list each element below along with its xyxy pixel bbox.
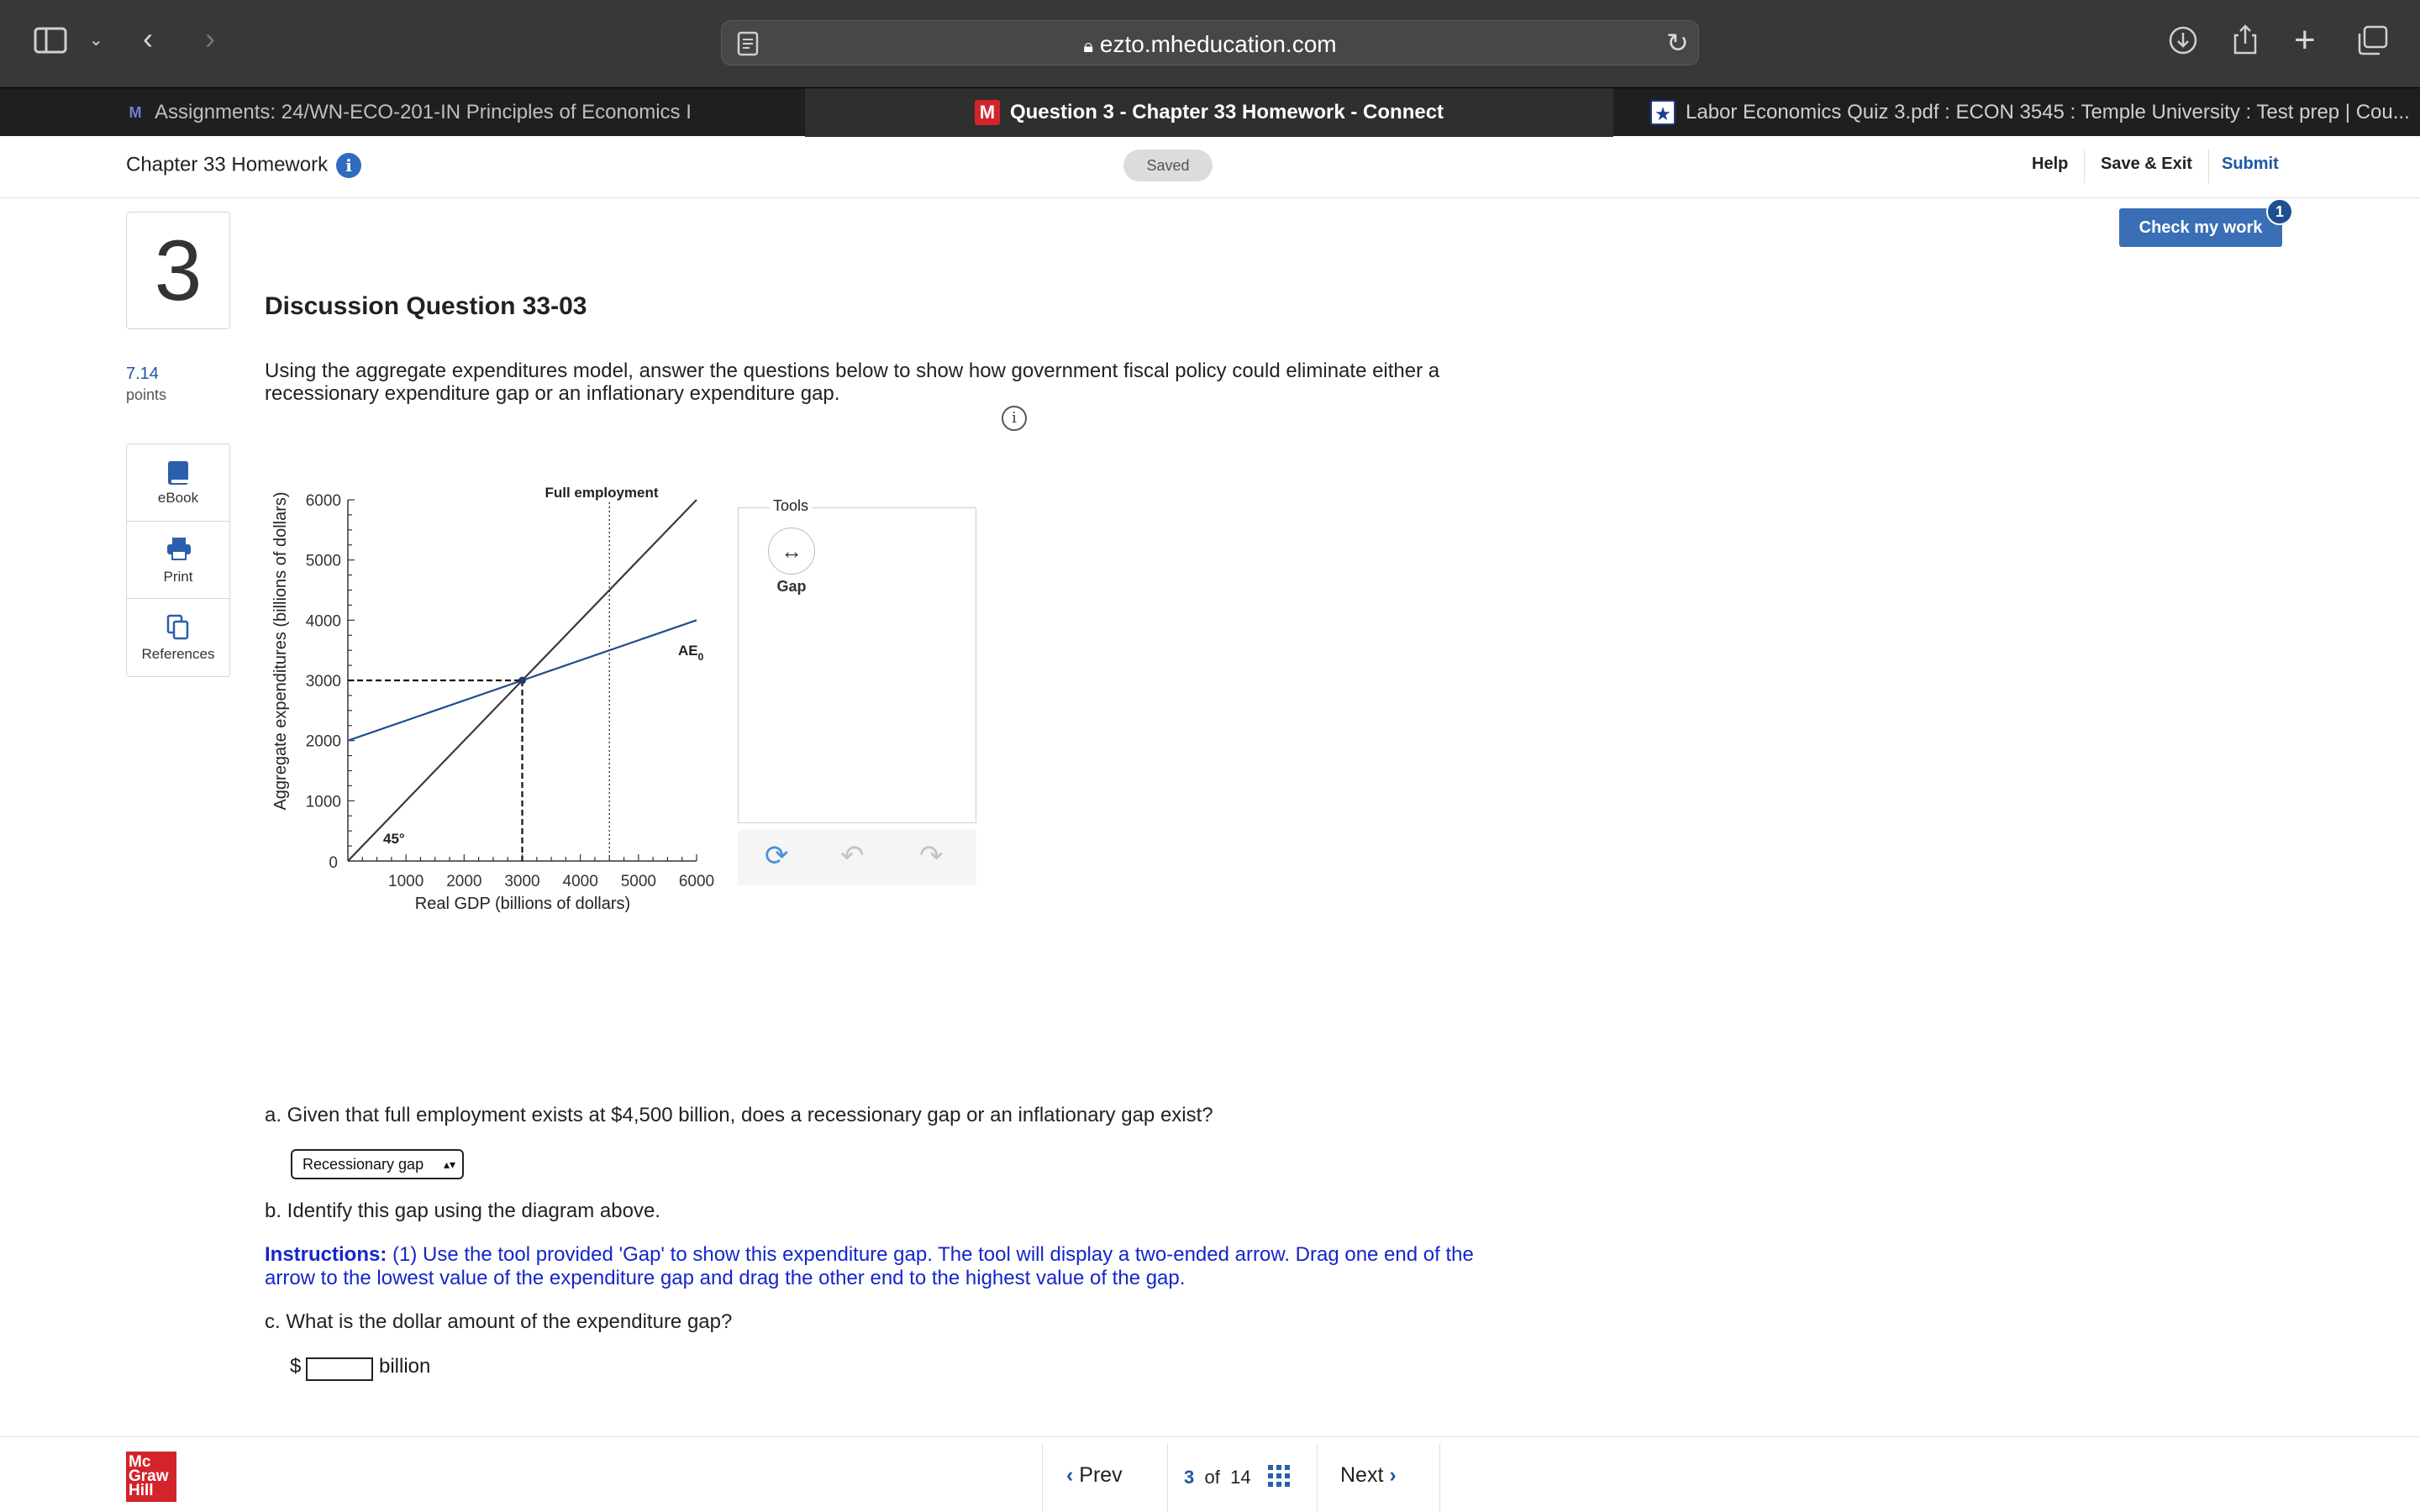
star-icon: ★ xyxy=(1650,100,1676,125)
ebook-button[interactable]: eBook xyxy=(127,444,229,522)
select-arrows-icon: ▴▾ xyxy=(443,1158,455,1171)
download-icon[interactable] xyxy=(2168,25,2198,60)
new-tab-icon[interactable]: + xyxy=(2294,19,2316,60)
help-button[interactable]: Help xyxy=(2032,155,2069,173)
divider xyxy=(1167,1443,1168,1512)
chevron-left-icon: ‹ xyxy=(1066,1463,1074,1487)
x-tick-label: 1000 xyxy=(388,873,424,890)
ae0-label xyxy=(678,643,704,663)
ae-label-subscript: 0 xyxy=(697,651,704,663)
sidebar-toggle-icon[interactable] xyxy=(34,27,67,59)
origin-label: 0 xyxy=(329,854,338,872)
full-employment-label: Full employment xyxy=(544,485,659,501)
question-title: Discussion Question 33-03 xyxy=(265,292,587,320)
unit-label: billion xyxy=(379,1355,431,1378)
tools-title: Tools xyxy=(770,497,812,515)
submit-button[interactable]: Submit xyxy=(2222,155,2279,173)
lock-icon: 🔒︎ xyxy=(1083,35,1094,56)
divider xyxy=(1317,1443,1318,1512)
gap-type-select[interactable]: Recessionary gap ▴▾ xyxy=(291,1149,464,1179)
gap-tool-label: Gap xyxy=(776,578,807,595)
browser-toolbar xyxy=(0,0,2420,87)
save-exit-button[interactable]: Save & Exit xyxy=(2101,155,2192,173)
address-bar[interactable] xyxy=(721,20,1699,66)
tab-assignments[interactable]: M Assignments: 24/WN-ECO-201-IN Principles of Economics I xyxy=(126,88,798,137)
chevron-down-icon[interactable]: ⌄ xyxy=(89,31,103,50)
info-icon[interactable]: i xyxy=(336,153,361,178)
assignment-header xyxy=(0,136,2420,198)
y-tick-label: 3000 xyxy=(305,673,341,690)
divider xyxy=(2208,150,2209,183)
y-tick-label: 6000 xyxy=(305,492,341,510)
side-tools-panel xyxy=(126,444,230,677)
aggregate-expenditures-chart[interactable] xyxy=(260,470,731,924)
prev-button[interactable]: ‹ Prev xyxy=(1066,1463,1123,1487)
part-b-question: b. Identify this gap using the diagram above. xyxy=(265,1200,660,1222)
equilibrium-point xyxy=(518,677,526,685)
back-arrow-icon[interactable]: ‹ xyxy=(143,21,153,55)
part-c-question: c. What is the dollar amount of the expenditure gap? xyxy=(265,1310,733,1333)
check-my-work-button[interactable]: Check my work xyxy=(2119,208,2282,247)
chart-marks xyxy=(348,500,697,861)
url-text: 🔒︎ ezto.mheducation.com xyxy=(1083,31,1337,57)
y-tick-label: 2000 xyxy=(305,732,341,751)
x-axis-label: Real GDP (billions of dollars) xyxy=(414,895,631,913)
y-axis-label: Aggregate expenditures (billions of dollars) xyxy=(271,491,290,811)
m-logo-icon: M xyxy=(975,100,1000,125)
angle-label: 45° xyxy=(383,831,405,847)
divider xyxy=(2084,150,2085,183)
chart-axes xyxy=(306,492,714,890)
undo-icon[interactable]: ↶ xyxy=(840,840,865,872)
m-logo-icon: M xyxy=(129,104,142,121)
question-number: 3 xyxy=(126,212,230,329)
saved-status-badge: Saved xyxy=(1123,150,1213,181)
y-tick-label: 5000 xyxy=(305,552,341,570)
currency-symbol: $ xyxy=(290,1355,302,1378)
reset-icon[interactable]: ⟳ xyxy=(765,840,789,872)
references-button[interactable]: References xyxy=(127,599,229,676)
tab-question-3[interactable]: M Question 3 - Chapter 33 Homework - Connect xyxy=(805,88,1613,137)
x-tick-label: 2000 xyxy=(446,873,482,890)
printer-icon xyxy=(166,537,190,564)
chevron-right-icon: › xyxy=(1389,1463,1397,1487)
grid-icon xyxy=(1268,1465,1290,1492)
x-tick-label: 4000 xyxy=(562,873,598,890)
x-tick-label: 3000 xyxy=(504,873,540,890)
tab-overview-icon[interactable] xyxy=(2356,25,2388,60)
double-arrow-icon: ↔ xyxy=(781,538,802,564)
y-tick-label: 4000 xyxy=(305,612,341,631)
print-button[interactable]: Print xyxy=(127,522,229,599)
ae-label-text: AE xyxy=(678,643,698,659)
forward-arrow-icon[interactable]: › xyxy=(205,21,215,55)
points-value: 7.14 xyxy=(126,365,159,383)
tab-labor-economics[interactable]: ★ Labor Economics Quiz 3.pdf : ECON 3545 : Temple University : Test prep | Cou... xyxy=(1650,88,2420,137)
share-icon[interactable] xyxy=(2232,24,2259,60)
part-a-question: a. Given that full employment exists at $4,500 billion, does a recessionary gap or an inflationary gap exist? xyxy=(265,1104,1213,1126)
next-button[interactable]: Next › xyxy=(1340,1463,1397,1487)
gap-tool-button[interactable] xyxy=(768,528,815,575)
assignment-title: Chapter 33 Homework i xyxy=(126,153,361,178)
x-tick-label: 5000 xyxy=(620,873,656,890)
reload-icon[interactable]: ↻ xyxy=(1666,28,1689,58)
page-indicator[interactable]: 3 of 14 xyxy=(1184,1465,1290,1492)
tools-footer xyxy=(738,830,976,885)
instructions-text: Instructions: (1) Use the tool provided 'Gap' to show this expenditure gap. The tool will display a two-ended arrow. Drag one end of the arrow to the lowest value of the expenditure gap and drag the other end to the highest value of the gap. xyxy=(265,1243,1474,1289)
x-tick-label: 6000 xyxy=(678,873,715,890)
mcgraw-hill-logo: Mc Graw Hill xyxy=(126,1452,176,1502)
check-count-badge: 1 xyxy=(2266,198,2293,225)
tab-bar xyxy=(0,87,2420,136)
redo-icon[interactable]: ↷ xyxy=(919,840,944,872)
gap-amount-input[interactable] xyxy=(306,1357,373,1381)
question-text: Using the aggregate expenditures model, answer the questions below to show how government fiscal policy could eliminate either a recessionary expenditure gap or an inflationary expenditure gap. xyxy=(265,360,1440,405)
y-tick-label: 1000 xyxy=(305,793,341,811)
copy-icon xyxy=(166,614,190,641)
info-icon[interactable]: i xyxy=(1002,406,1027,431)
pagination xyxy=(1042,1443,1440,1512)
book-icon xyxy=(166,459,190,486)
points-label: points xyxy=(126,386,167,403)
